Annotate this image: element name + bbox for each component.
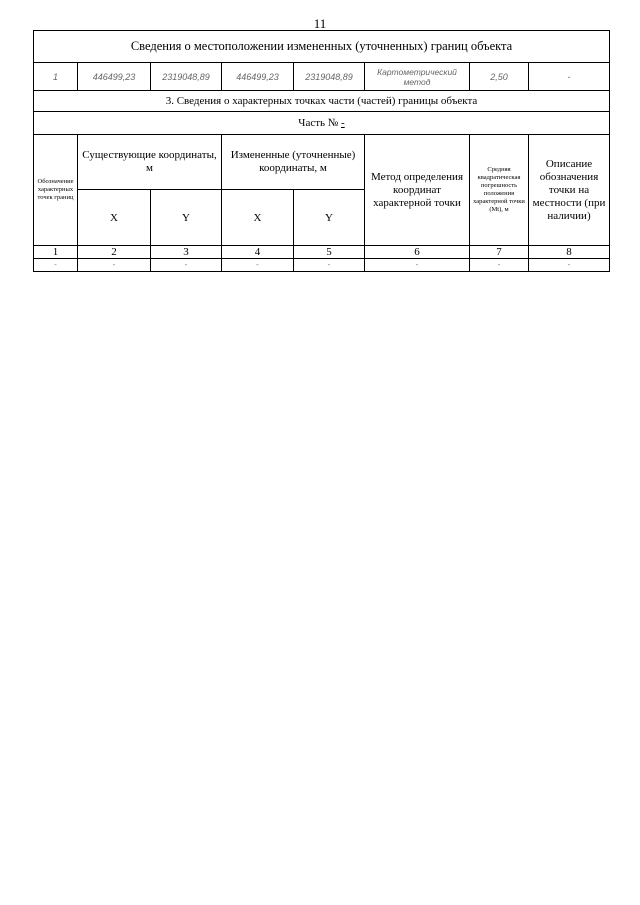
cell-error: 2,50 xyxy=(470,63,529,91)
cell-description: - xyxy=(529,63,610,91)
empty-cell: - xyxy=(365,259,470,272)
column-number: 3 xyxy=(151,246,222,259)
section3-title: 3. Сведения о характерных точках части (частей) границы объекта xyxy=(34,91,610,112)
column-numbers-row xyxy=(34,246,610,259)
header-x-changed: X xyxy=(222,190,294,246)
part-label: Часть № xyxy=(298,117,339,129)
cell-x-changed: 446499,23 xyxy=(222,63,294,91)
empty-cell: - xyxy=(222,259,294,272)
empty-cell: - xyxy=(470,259,529,272)
header-y-existing: Y xyxy=(151,190,222,246)
header-x-existing: X xyxy=(78,190,151,246)
part-value: - xyxy=(341,117,345,129)
header-y-changed: Y xyxy=(294,190,365,246)
table-row xyxy=(34,63,610,91)
column-number: 4 xyxy=(222,246,294,259)
column-number: 8 xyxy=(529,246,610,259)
column-number: 5 xyxy=(294,246,365,259)
section2-title: Сведения о местоположении измененных (уточненных) границ объекта xyxy=(34,31,610,63)
empty-cell: - xyxy=(34,259,78,272)
header-description: Описание обозначения точки на местности (при наличии) xyxy=(529,135,610,246)
cell-point: 1 xyxy=(34,63,78,91)
header-method: Метод определения координат характерной точки xyxy=(365,135,470,246)
cell-x-existing: 446499,23 xyxy=(78,63,151,91)
empty-cell: - xyxy=(294,259,365,272)
header-point-designation: Обозначение характерных точек границ xyxy=(34,135,78,246)
part-number xyxy=(34,112,610,135)
column-number: 7 xyxy=(470,246,529,259)
boundary-table xyxy=(33,30,610,272)
table-row xyxy=(34,259,610,272)
empty-cell: - xyxy=(529,259,610,272)
header-error: Средняя квадратическая погрешность положения характерной точки (Mt), м xyxy=(470,135,529,246)
cell-y-existing: 2319048,89 xyxy=(151,63,222,91)
column-number: 6 xyxy=(365,246,470,259)
header-existing-coords: Существующие координаты, м xyxy=(78,135,222,190)
page-number: 11 xyxy=(313,16,327,31)
column-number: 2 xyxy=(78,246,151,259)
empty-cell: - xyxy=(151,259,222,272)
cell-method: Картометрический метод xyxy=(365,63,470,91)
empty-cell: - xyxy=(78,259,151,272)
cell-y-changed: 2319048,89 xyxy=(294,63,365,91)
header-changed-coords: Измененные (уточненные) координаты, м xyxy=(222,135,365,190)
column-number: 1 xyxy=(34,246,78,259)
